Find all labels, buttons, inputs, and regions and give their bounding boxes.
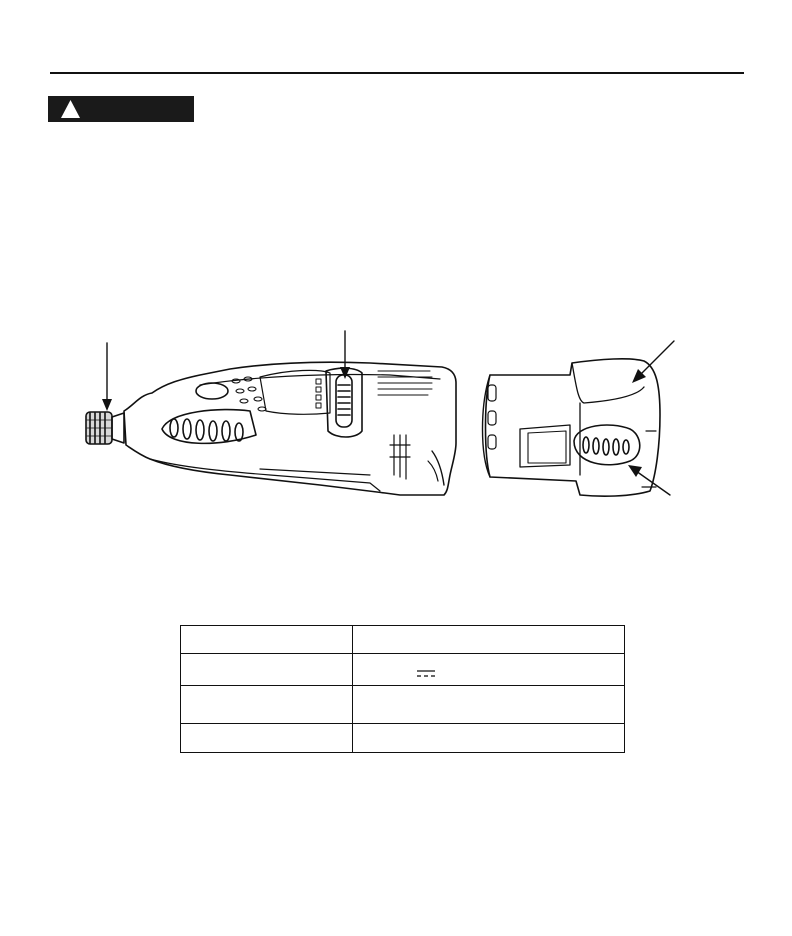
warning-triangle-icon [48,96,194,122]
warning-banner [48,96,194,122]
spec-label [181,626,353,654]
grip-slots [162,410,256,444]
specifications-table [180,625,625,753]
table-row [181,686,625,724]
spec-label [181,654,353,686]
spec-value [353,626,625,654]
collet-nut-arrow [102,343,112,411]
battery-pack [483,359,661,496]
header-rule [50,72,744,74]
table-row [181,724,625,753]
tool-illustration [70,325,690,515]
spec-value [353,724,625,753]
table-row [181,654,625,686]
spec-value [353,654,625,686]
table-row [181,626,625,654]
spec-label [181,686,353,724]
power-button [196,383,228,399]
release-button [574,425,640,465]
battery-pack-arrow [632,341,674,383]
rotary-tool [86,362,456,495]
spec-label [181,724,353,753]
speed-switch [316,368,362,437]
collet-nut [86,412,124,444]
dc-current-icon [416,669,436,679]
speed-switch-arrow [340,331,350,379]
spec-value [353,686,625,724]
